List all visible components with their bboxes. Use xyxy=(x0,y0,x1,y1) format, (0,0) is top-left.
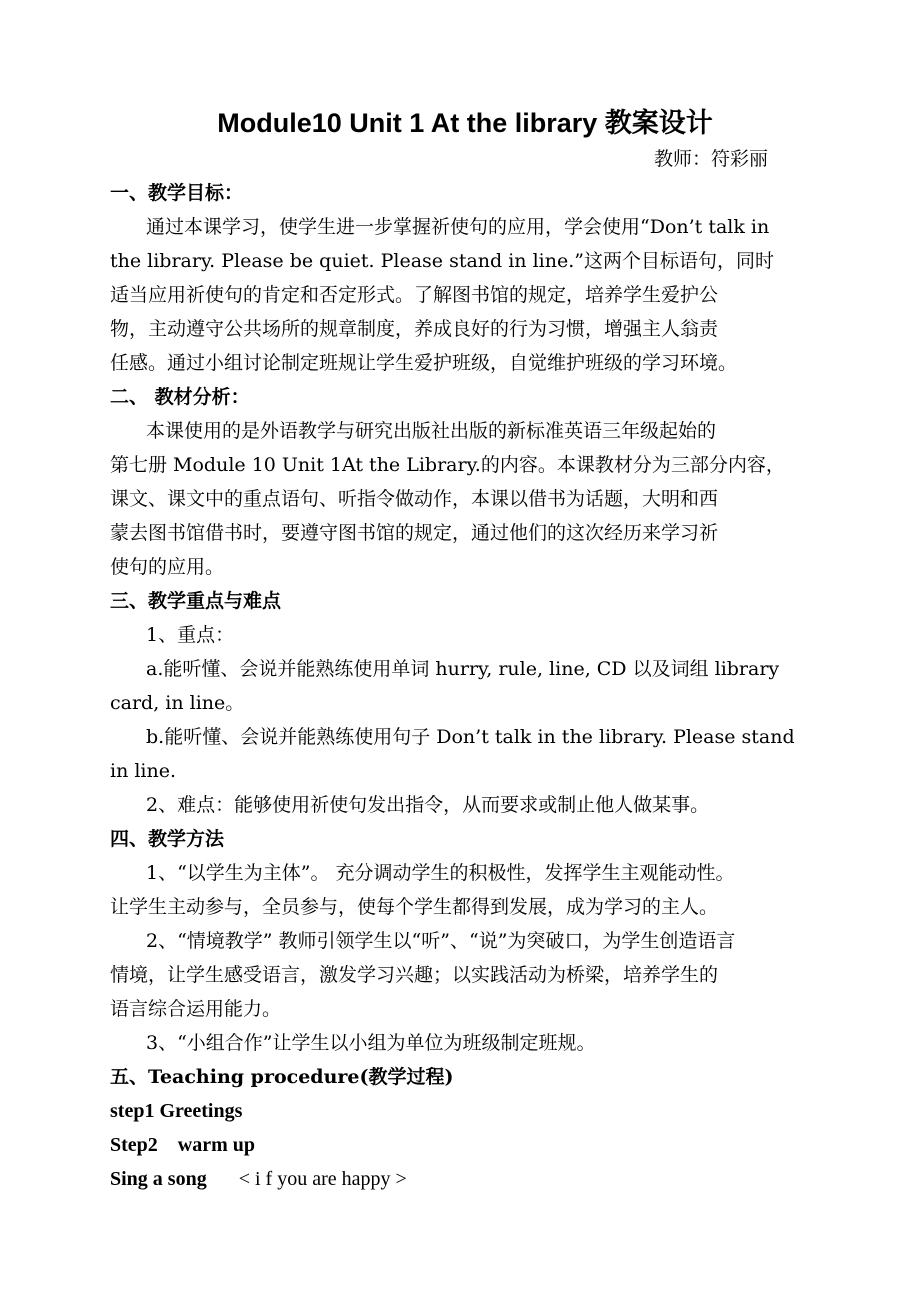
paragraph-line: 让学生主动参与，全员参与，使每个学生都得到发展，成为学习的主人。 xyxy=(110,896,719,918)
paragraph-line: 适当应用祈使句的肯定和否定形式。了解图书馆的规定，培养学生爱护公 xyxy=(110,284,719,306)
paragraph-line: card, in line。 xyxy=(110,692,245,714)
heading-key-points: 三、教学重点与难点 xyxy=(110,590,282,612)
paragraph-line: b.能听懂、会说并能熟练使用句子 Don’t talk in the library. Please stand xyxy=(146,726,795,748)
teacher-name: 教师：符彩丽 xyxy=(653,148,768,170)
paragraph-line: 1、重点： xyxy=(146,624,235,646)
paragraph-line: 3、“小组合作”让学生以小组为单位为班级制定班规。 xyxy=(146,1032,596,1054)
song-line xyxy=(110,1162,830,1196)
paragraph-line: 情境，让学生感受语言，激发学习兴趣；以实践活动为桥梁，培养学生的 xyxy=(110,964,719,986)
paragraph-line: 使句的应用。 xyxy=(110,556,225,578)
step-warm-up: Step2 warm up xyxy=(110,1134,256,1156)
heading-objectives: 一、教学目标： xyxy=(110,182,244,204)
heading-analysis: 二、 教材分析： xyxy=(110,386,250,408)
paragraph-line: 通过本课学习，使学生进一步掌握祈使句的应用，学会使用“Don’t talk in xyxy=(146,216,770,238)
heading-methods: 四、教学方法 xyxy=(110,828,225,850)
paragraph-line: 1、“以学生为主体”。 充分调动学生的积极性，发挥学生主观能动性。 xyxy=(146,862,735,884)
document-title: Module10 Unit 1 At the library 教案设计 xyxy=(217,108,713,138)
paragraph-line: 课文、课文中的重点语句、听指令做动作，本课以借书为话题，大明和西 xyxy=(110,488,719,510)
paragraph-line: 语言综合运用能力。 xyxy=(110,998,282,1020)
paragraph-line: the library. Please be quiet. Please stand in line.”这两个目标语句，同时 xyxy=(110,250,774,272)
paragraph-line: in line. xyxy=(110,760,177,782)
song-title: < i f you are happy > xyxy=(238,1168,407,1190)
heading-procedure: 五、Teaching procedure(教学过程) xyxy=(110,1066,454,1088)
paragraph-line: a.能听懂、会说并能熟练使用单词 hurry, rule, line, CD 以及词组 library xyxy=(146,658,780,680)
song-label: Sing a song xyxy=(110,1168,207,1190)
paragraph-line: 本课使用的是外语教学与研究出版社出版的新标准英语三年级起始的 xyxy=(146,420,717,442)
document-body xyxy=(110,176,830,1196)
paragraph-line: 蒙去图书馆借书时，要遵守图书馆的规定，通过他们的这次经历来学习祈 xyxy=(110,522,719,544)
step-greetings: step1 Greetings xyxy=(110,1100,243,1122)
paragraph-line: 任感。通过小组讨论制定班规让学生爱护班级，自觉维护班级的学习环境。 xyxy=(110,352,738,374)
paragraph-line: 第七册 Module 10 Unit 1At the Library.的内容。本课教材分为三部分内容， xyxy=(110,454,785,476)
paragraph-line: 2、“情境教学” 教师引领学生以“听”、“说”为突破口，为学生创造语言 xyxy=(146,930,736,952)
paragraph-line: 物，主动遵守公共场所的规章制度，养成良好的行为习惯，增强主人翁责 xyxy=(110,318,719,340)
paragraph-line: 2、难点：能够使用祈使句发出指令，从而要求或制止他人做某事。 xyxy=(146,794,710,816)
